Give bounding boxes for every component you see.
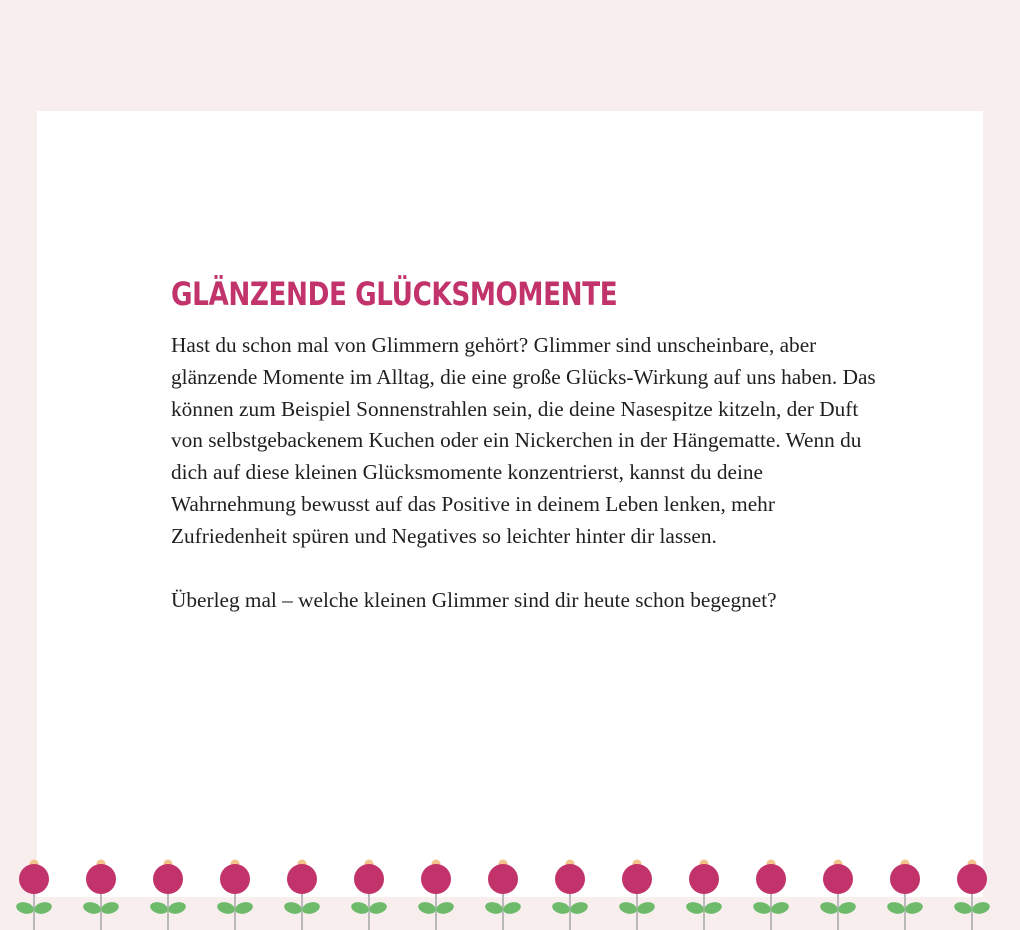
flower-icon — [417, 860, 455, 930]
flower-icon — [618, 860, 656, 930]
flower-icon — [685, 860, 723, 930]
flower-icon — [484, 860, 522, 930]
flower-icon — [149, 860, 187, 930]
flower-border — [0, 855, 1020, 930]
flower-icon — [551, 860, 589, 930]
flower-icon — [82, 860, 120, 930]
article — [171, 270, 891, 616]
flower-icon — [283, 860, 321, 930]
flower-icon — [953, 860, 991, 930]
flower-icon — [752, 860, 790, 930]
article-paragraph-intro: Hast du schon mal von Glimmern gehört? Glimmer sind unscheinbare, aber glänzende Momente im Alltag, die eine große Glücks-Wirkung auf uns haben. Das können zum Beispiel Sonnenstrahlen sein, die deine Nasespitze kitzeln, der Duft von selbstgebackenem Kuchen oder ein Nickerchen in der Hängematte. Wenn du dich auf diese kleinen Glücksmomente konzentrierst, kannst du deine Wahrnehmung bewusst auf das Positive in deinem Leben lenken, mehr Zufriedenheit spüren und Negatives so leichter hinter dir lassen. — [171, 333, 876, 548]
flower-icon — [15, 860, 53, 930]
article-paragraph-question: Überleg mal – welche kleinen Glimmer sind dir heute schon begegnet? — [171, 587, 777, 612]
flower-icon — [216, 860, 254, 930]
article-title: GLÄNZENDE GLÜCKSMOMENTE — [171, 275, 618, 313]
flower-icon — [819, 860, 857, 930]
flower-icon — [886, 860, 924, 930]
flower-icon — [350, 860, 388, 930]
